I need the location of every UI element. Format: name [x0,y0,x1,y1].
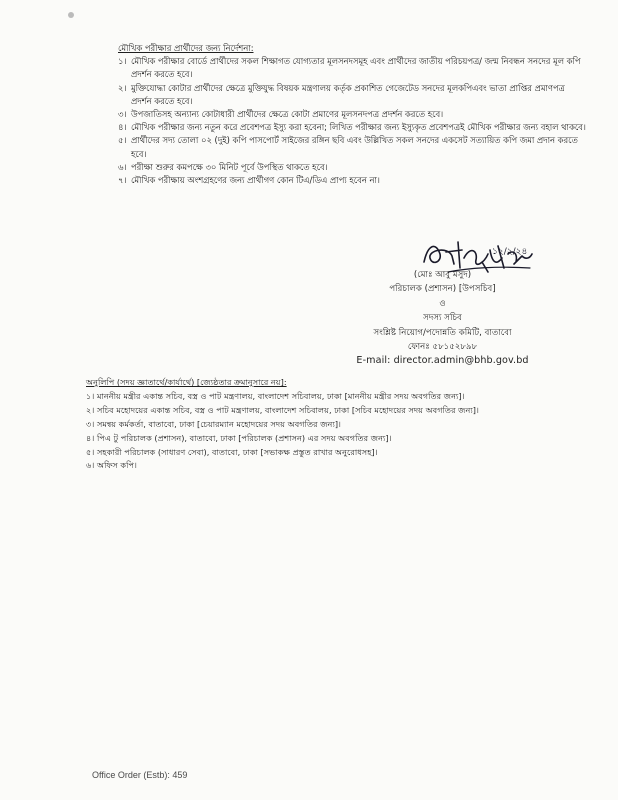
instruction-item-text: মৌখিক পরীক্ষার বোর্ডে প্রার্থীদের সকল শিক্ষাগত যোগ্যতার মূলসনদসমূহ এবং প্রার্থীদের জাতীয় পরিচয়পত্র/ জন্ম নিবন্ধন সনদের মূল কপি প্রদর্শন করতে হবে। [131,56,581,80]
instructions-list [118,55,588,187]
instruction-item [118,134,588,160]
office-order-reference: Office Order (Estb): 459 [92,770,188,780]
copy-distribution [86,376,586,473]
instruction-item-text: উপজাতিসহ অন্যান্য কোটাধারী প্রার্থীদের ক্ষেত্রে কোটা প্রমাণের মূলসনদপত্র প্রদর্শন করতে হবে। [131,109,444,120]
instruction-item [118,82,588,108]
instruction-item-number: ৪। [118,122,127,133]
copy-item [86,432,586,446]
signatory-committee: সংশ্লিষ্ট নিয়োগ/পদোন্নতি কমিটি, বাতাবো [373,327,512,338]
copy-item-number: ১। [86,390,95,401]
copy-item-number: ৫। [86,446,95,457]
instruction-item-number: ৭। [118,175,127,186]
instructions-title: মৌখিক পরীক্ষার প্রার্থীদের জন্য নির্দেশনা: [118,43,254,53]
signatory-email: E-mail: director.admin@bhb.gov.bd [356,355,529,367]
signatory-designation: পরিচালক (প্রশাসন) [উপসচিব] [389,284,496,295]
copy-item-text: সমন্বয় কর্মকর্তা, বাতাবো, ঢাকা [চেয়ারম্যান মহোদয়ের সদয় অবগতির জন্য]। [97,418,341,429]
copy-item-text: সহকারী পরিচালক (সাধারণ সেবা), বাতাবো, ঢাকা [সভাকক্ষ প্রস্তুত রাখার অনুরোধসহ]। [97,446,378,457]
instruction-item-number: ২। [118,82,127,93]
instruction-item-number: ৬। [118,161,127,172]
signature-date: ১২/২/২৪ [492,247,528,257]
copy-item [86,404,586,418]
copies-title: অনুলিপি (সদয় জ্ঞাতার্থে/কার্যার্থে) [জ্যেষ্ঠতার ক্রমানুসারে নয়]: [86,377,287,387]
copy-item [86,459,586,473]
copy-item-number: ৬। [86,460,95,471]
copy-item-text: পিএ টু পরিচালক (প্রশাসন), বাতাবো, ঢাকা [পরিচালক (প্রশাসন) এর সদয় অবগতির জন্য]। [97,432,392,443]
interview-instructions [118,42,588,187]
instruction-item-text: প্রার্থীদের সদ্য তোলা ০২ (দুই) কপি পাসপোর্ট সাইজের রঙ্গিন ছবি এবং উল্লিখিত সকল সনদের একসেট সত্যায়িত কপি জমা প্রদান করতে হবে। [131,135,578,159]
instruction-item-text: মৌখিক পরীক্ষায় অংশগ্রহণের জন্য প্রার্থীগণ কোন টিএ/ডিএ প্রাপ্য হবেন না। [131,175,380,186]
copy-item [86,446,586,460]
signatory-block [320,268,565,369]
instruction-item-number: ৩। [118,109,127,120]
copy-item-number: ৪। [86,432,95,443]
signatory-phone: ফোনঃ ৫৮১৫২৮৯৮ [407,342,478,353]
instruction-item [118,161,588,174]
copies-list [86,390,586,473]
signatory-conjunction: ও [439,298,446,309]
copy-item-text: মাননীয় মন্ত্রীর একান্ত সচিব, বস্ত্র ও পাট মন্ত্রণালয়, বাংলাদেশ সচিবালয়, ঢাকা [মাননীয় মন্ত্রীর সদয় অবগতির জন্য]। [97,390,465,401]
copy-item [86,418,586,432]
signatory-name: (মোঃ আবু মসুদ) [413,270,472,280]
copy-item-text: সচিব মহোদয়ের একান্ত সচিব, বস্ত্র ও পাট মন্ত্রণালয়, বাংলাদেশ সচিবালয়, ঢাকা [সচিব মহোদয়ের সদয় অবগতির জন্য]। [97,404,479,415]
signatory-role: সদস্য সচিব [423,313,462,324]
copy-item-text: অফিস কপি। [97,460,137,471]
instruction-item [118,121,588,134]
instruction-item-text: মুক্তিযোদ্ধা কোটার প্রার্থীদের ক্ষেত্রে মুক্তিযুদ্ধ বিষয়ক মন্ত্রণালয় কর্তৃক প্রকাশিত গেজেটেড সনদের মূলকপিএবং ভাতা প্রাপ্তির প্রমাণপত্র প্রদর্শন করতে হবে। [131,82,565,106]
instruction-item-text: পরীক্ষা শুরুর কমপক্ষে ৩০ মিনিট পূর্বে উপস্থিত থাকতে হবে। [131,161,328,172]
instruction-item [118,108,588,121]
copy-item [86,390,586,404]
instruction-item-text: মৌখিক পরীক্ষার জন্য নতুন করে প্রবেশপত্র ইস্যু করা হবেনা; লিখিত পরীক্ষার জন্য ইস্যুকৃত প্রবেশপত্রই মৌখিক পরীক্ষার জন্য বহাল থাকবে। [131,122,586,133]
instruction-item [118,55,588,81]
instruction-item-number: ৫। [118,135,127,146]
copy-item-number: ২। [86,404,95,415]
instruction-item [118,174,588,187]
punch-hole-mark [68,12,74,18]
instruction-item-number: ১। [118,56,127,67]
copy-item-number: ৩। [86,418,95,429]
